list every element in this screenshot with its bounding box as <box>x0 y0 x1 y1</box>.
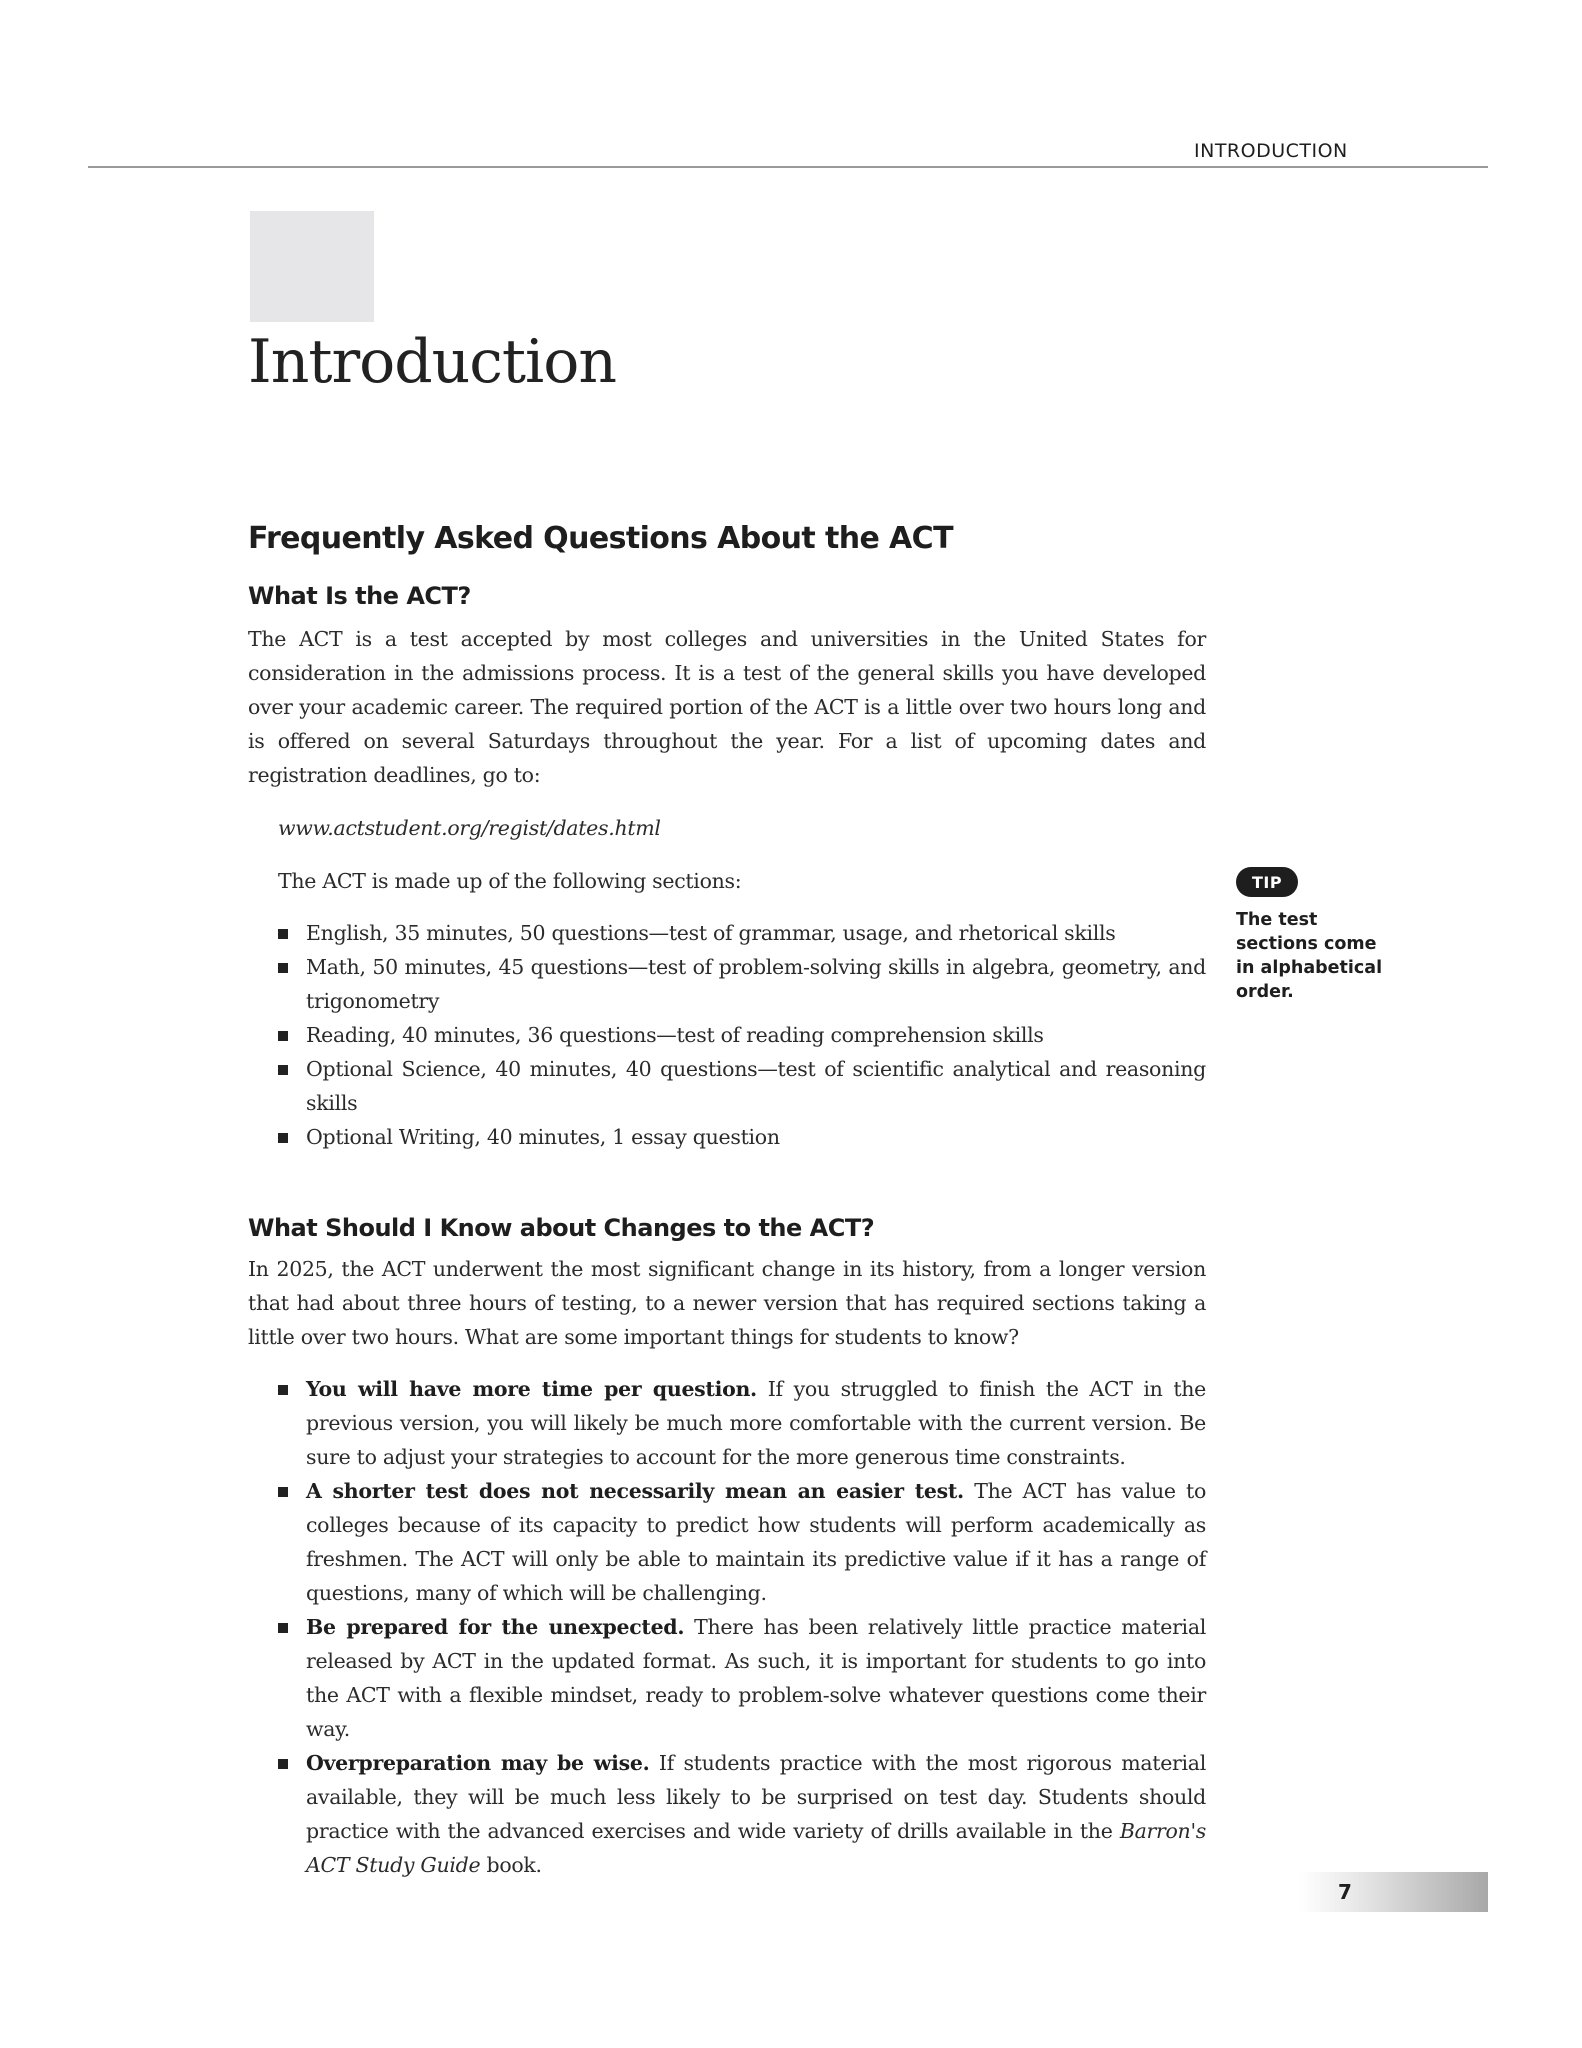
chapter-marker-block <box>250 211 374 322</box>
bullet-square-icon <box>278 1623 288 1633</box>
bullet-square-icon <box>278 1759 288 1769</box>
bullet-square-icon <box>278 1031 288 1041</box>
sections-intro: The ACT is made up of the following sections: <box>278 869 742 893</box>
page-number-tab <box>1300 1872 1488 1912</box>
bullet-square-icon <box>278 963 288 973</box>
sections-list <box>278 916 1206 1154</box>
list-item: Be prepared for the unexpected. There has been relatively little practice material released by ACT in the updated format. As such, it is important for students to go into the ACT with a flexible mindset, ready to problem-solve whatever questions come their way. <box>278 1610 1206 1746</box>
list-item: Overpreparation may be wise. If students practice with the most rigorous material available, they will be much less likely to be surprised on test day. Students should practice with the advanced exercises and wide variety of drills available in the Barron's ACT Study Guide book. <box>278 1746 1206 1882</box>
bullet-square-icon <box>278 1133 288 1143</box>
list-item: Optional Science, 40 minutes, 40 questions—test of scientific analytical and reasoning skills <box>278 1052 1206 1120</box>
list-item: You will have more time per question. If you struggled to finish the ACT in the previous version, you will likely be much more comfortable with the current version. Be sure to adjust your strategies to account for the more generous time constraints. <box>278 1372 1206 1474</box>
chapter-title: Introduction <box>248 327 616 397</box>
list-item: Reading, 40 minutes, 36 questions—test of reading comprehension skills <box>278 1018 1206 1052</box>
changes-paragraph: In 2025, the ACT underwent the most significant change in its history, from a longer version that had about three hours of testing, to a newer version that has required sections taking a little over two hours. What are some important things for students to know? <box>248 1257 1206 1349</box>
bullet-square-icon <box>278 1385 288 1395</box>
page-number: 7 <box>1338 1880 1352 1904</box>
faq-heading: Frequently Asked Questions About the ACT <box>248 521 953 556</box>
changes-list <box>278 1372 1206 1882</box>
bullet-square-icon <box>278 929 288 939</box>
list-item: Optional Writing, 40 minutes, 1 essay question <box>278 1120 1206 1154</box>
running-head: INTRODUCTION <box>1194 140 1348 162</box>
list-item: A shorter test does not necessarily mean an easier test. The ACT has value to colleges because of its capacity to predict how students will perform academically as freshmen. The ACT will only be able to maintain its predictive value if it has a range of questions, many of which will be challenging. <box>278 1474 1206 1610</box>
list-item: English, 35 minutes, 50 questions—test of grammar, usage, and rhetorical skills <box>278 916 1206 950</box>
tip-text: The test sections come in alphabetical order. <box>1236 910 1383 1002</box>
what-is-heading: What Is the ACT? <box>248 582 471 610</box>
bullet-square-icon <box>278 1065 288 1075</box>
changes-heading: What Should I Know about Changes to the ACT? <box>248 1214 875 1242</box>
dates-url: www.actstudent.org/regist/dates.html <box>278 816 661 840</box>
header-rule <box>88 166 1488 168</box>
tip-badge: TIP <box>1236 867 1298 897</box>
bullet-square-icon <box>278 1487 288 1497</box>
list-item: Math, 50 minutes, 45 questions—test of problem-solving skills in algebra, geometry, and trigonometry <box>278 950 1206 1018</box>
what-is-paragraph: The ACT is a test accepted by most colleges and universities in the United States for consideration in the admissions process. It is a test of the general skills you have developed over your academic career. The required portion of the ACT is a little over two hours long and is offered on several Saturdays throughout the year. For a list of upcoming dates and registration deadlines, go to: <box>248 627 1206 787</box>
